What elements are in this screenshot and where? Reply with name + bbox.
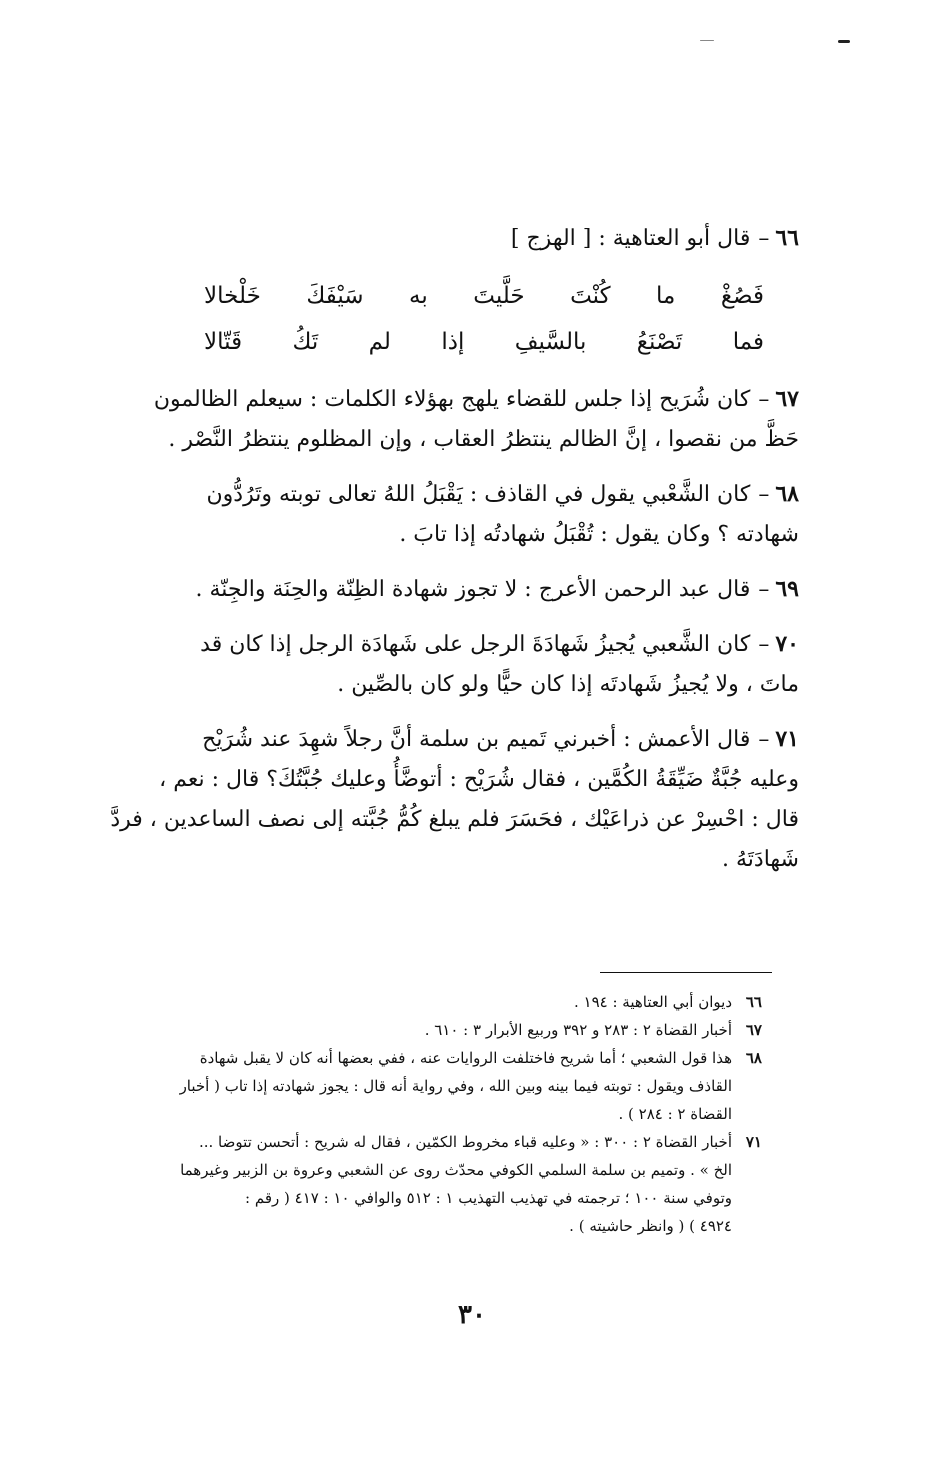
entry-68 xyxy=(134,474,799,555)
footnote-number: ٦٧ xyxy=(745,1021,762,1039)
entry-number: ٦٩ xyxy=(775,576,799,602)
entry-line: قال : احْسِرْ عن ذراعَيْك ، فحَسَرَ فلم يبلغ كُمُّ جُبَّته إلى نصف الساعدين ، فردَّ xyxy=(110,807,799,832)
main-text xyxy=(110,218,799,894)
footnote-separator xyxy=(600,972,772,973)
footnote-line: وتوفي سنة ١٠٠ ؛ ترجمته في تهذيب التهذيب ١ : ٥١٢ والوافي ١٠ : ٤١٧ ( رقم : xyxy=(245,1189,732,1207)
footnote-line: القاذف ويقول : توبته فيما بينه وبين الله ، وفي رواية أنه قال : يجوز شهادته إذا تاب ( أخبار xyxy=(179,1077,732,1095)
poem-word: فما xyxy=(732,329,764,355)
poem-word: به xyxy=(409,283,428,309)
poem-word: خَلْخالا xyxy=(204,283,261,309)
footnote-number: ٦٦ xyxy=(745,993,762,1011)
footnote-number: ٦٨ xyxy=(745,1049,762,1067)
footnote-68 xyxy=(107,1044,762,1128)
footnote-67 xyxy=(107,1016,762,1044)
entry-66 xyxy=(134,218,799,259)
entry-line: ٦٧–كان شُرَيح إذا جلس للقضاء يلهج بهؤلاء الكلمات : سيعلم الظالمون xyxy=(153,386,799,412)
footnotes xyxy=(107,988,762,1240)
entry-line: ماتَ ، ولا يُجيزُ شَهادتَه إذا كان حيًّا ولو كان بالصِّين . xyxy=(337,672,799,697)
entry-number: ٦٦ xyxy=(775,225,799,251)
entry-number: ٧١ xyxy=(775,726,799,752)
entry-text: قال عبد الرحمن الأعرج : لا تجوز شهادة الظِنّة والحِنَة والجِنّة . xyxy=(195,577,751,602)
entry-text: كان شُرَيح إذا جلس للقضاء يلهج بهؤلاء الكلمات : سيعلم الظالمون xyxy=(153,387,751,412)
entry-text: قال أبو العتاهية : [ الهزج ] xyxy=(510,226,751,251)
entry-70 xyxy=(134,624,799,705)
entry-line: ٦٨–كان الشَّعْبي يقول في القاذف : يَقْبَلُ اللهُ تعالى توبته وتَرُدُّون xyxy=(206,481,799,507)
poem-word: بالسَّيفِ xyxy=(514,329,587,355)
scan-speck xyxy=(700,40,714,41)
entry-69 xyxy=(134,569,799,610)
poem-word: لم xyxy=(368,329,391,355)
entry-text: قال الأعمش : أخبرني تَميم بن سلمة أنَّ رجلاً شهِدَ عند شُرَيْح xyxy=(202,727,751,752)
entry-line: شَهادَتَهُ . xyxy=(722,847,799,872)
poem-word: ما xyxy=(656,283,676,309)
page-number: ٣٠ xyxy=(458,1300,486,1330)
poem-verse-2 xyxy=(204,319,764,365)
footnote-71 xyxy=(107,1128,762,1240)
entry-67 xyxy=(134,379,799,460)
scan-speck xyxy=(838,40,850,43)
entry-line: ٦٩–قال عبد الرحمن الأعرج : لا تجوز شهادة الظِنّة والحِنَة والجِنّة . xyxy=(195,576,799,602)
poem-word: كُنْتَ xyxy=(570,283,611,309)
entry-71 xyxy=(110,719,799,880)
footnote-66 xyxy=(107,988,762,1016)
footnote-line: هذا قول الشعبي ؛ أما شريح فاختلفت الروايات عنه ، ففي بعضها أنه كان لا يقبل شهادة xyxy=(199,1049,732,1067)
footnote-line: أخبار القضاة ٢ : ٣٠٠ : « وعليه قباء مخروط الكمّين ، فقال له شريح : أتحسن تتوضا ... xyxy=(198,1133,732,1151)
footnote-line: القضاة ٢ : ٢٨٤ ) . xyxy=(618,1105,732,1123)
entry-line: ٦٦–قال أبو العتاهية : [ الهزج ] xyxy=(510,225,799,251)
poem-word: سَيْفَكَ xyxy=(306,283,364,309)
entry-line: وعليه جُبَّةٌ ضَيِّقَةُ الكُمَّين ، فقال شُرَيْح : أتوضَّأُ وعليك جُبَّتُكَ؟ قال : نعم ، xyxy=(159,767,799,792)
poem xyxy=(204,273,764,365)
entry-line: شهادته ؟ وكان يقول : تُقْبَلُ شهادتُه إذا تابَ . xyxy=(399,522,799,547)
poem-word: تَكُ xyxy=(292,329,319,355)
poem-word: إذا xyxy=(441,329,465,355)
poem-word: تَصْنَعُ xyxy=(636,329,683,355)
entry-number: ٦٧ xyxy=(775,386,799,412)
entry-number: ٦٨ xyxy=(775,481,799,507)
poem-verse-1 xyxy=(204,273,764,319)
entry-line: حَظَّ من نقصوا ، إنَّ الظالم ينتظرُ العقاب ، وإن المظلوم ينتظرُ النَّصْر . xyxy=(168,427,799,452)
entry-text: كان الشَّعبي يُجيزُ شَهادَةَ الرجل على شَهادَة الرجل إذا كان قد xyxy=(200,632,751,657)
footnote-line: الخ » . وتميم بن سلمة السلمي الكوفي محدّث روى عن الشعبي وعروة بن الزبير وغيرهما xyxy=(180,1161,732,1179)
footnote-line: أخبار القضاة ٢ : ٢٨٣ و ٣٩٢ وربيع الأبرار ٣ : ٦١٠ . xyxy=(424,1021,732,1039)
footnote-number: ٧١ xyxy=(745,1133,762,1151)
footnote-line: ديوان أبي العتاهية : ١٩٤ . xyxy=(573,993,732,1011)
entry-number: ٧٠ xyxy=(775,631,799,657)
entry-line: ٧٠–كان الشَّعبي يُجيزُ شَهادَةَ الرجل على شَهادَة الرجل إذا كان قد xyxy=(200,631,799,657)
poem-word: قَتّالا xyxy=(204,329,243,355)
footnote-line: ٤٩٢٤ ) ( وانظر حاشيته ) . xyxy=(569,1217,732,1235)
entry-line: ٧١–قال الأعمش : أخبرني تَميم بن سلمة أنَّ رجلاً شهِدَ عند شُرَيْح xyxy=(202,726,799,752)
poem-word: فَصُغْ xyxy=(720,283,764,309)
entry-text: كان الشَّعْبي يقول في القاذف : يَقْبَلُ اللهُ تعالى توبته وتَرُدُّون xyxy=(206,482,751,507)
poem-word: حَلَّيتَ xyxy=(473,283,525,309)
